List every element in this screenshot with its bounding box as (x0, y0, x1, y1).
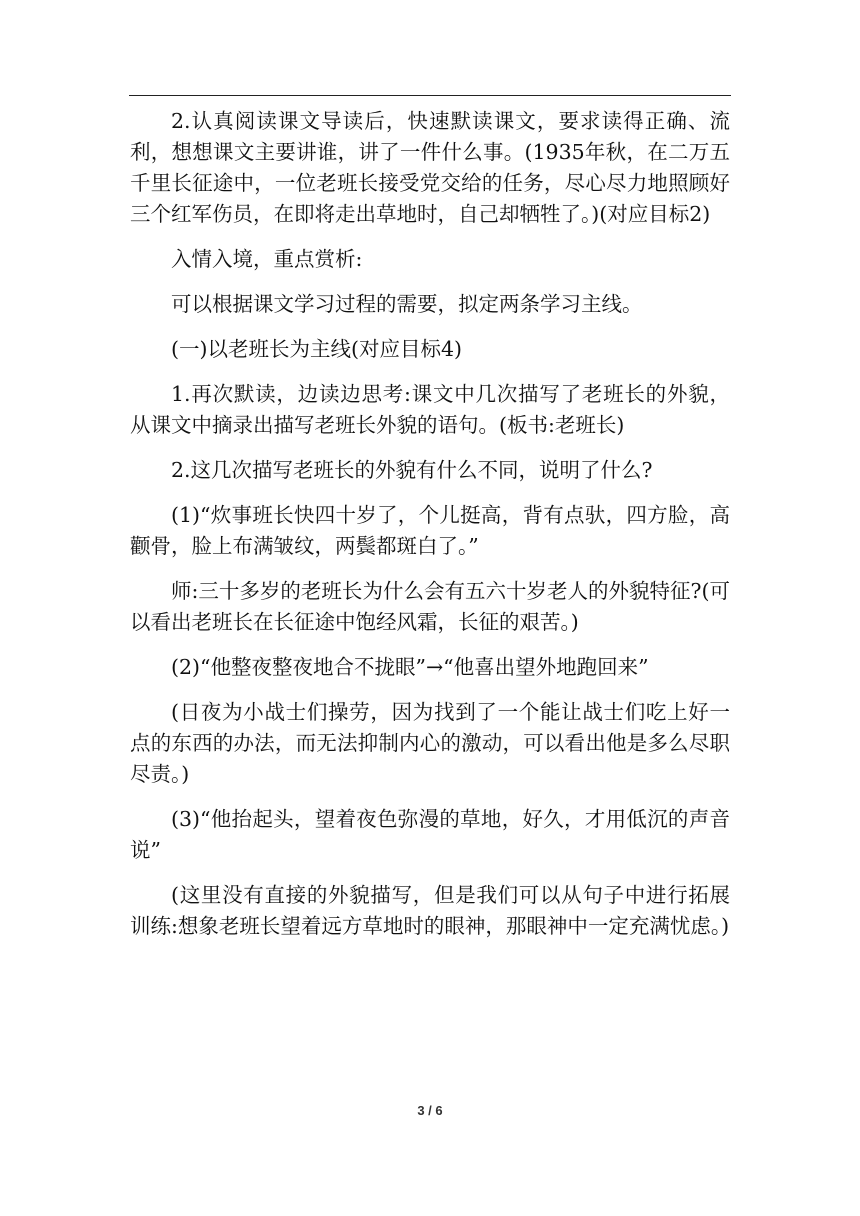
paragraph-quote-1: (1)“炊事班长快四十岁了，个儿挺高，背有点驮，四方脸，高颧骨，脸上布满皱纹，两鬓都斑白了。” (130, 503, 730, 558)
paragraph-teacher-note: 师:三十多岁的老班长为什么会有五六十岁老人的外貌特征?(可以看出老班长在长征途中饱经风霜，长征的艰苦。) (130, 579, 730, 634)
paragraph-mainline-heading: (一)以老班长为主线(对应目标4) (171, 337, 463, 361)
paragraph-reading-task: 2.认真阅读课文导读后，快速默读课文，要求读得正确、流利，想想课文主要讲谁，讲了一件什么事。(1935年秋，在二万五千里长征途中，一位老班长接受党交给的任务，尽心尽力地照顾好三个红军伤员，在即将走出草地时，自己却牺牲了。)(对应目标2) (130, 109, 730, 226)
paragraph-note-2: (日夜为小战士们操劳，因为找到了一个能让战士们吃上好一点的东西的办法，而无法抑制内心的激动，可以看出他是多么尽职尽责。) (130, 700, 730, 786)
paragraph-quote-3: (3)“他抬起头，望着夜色弥漫的草地，好久，才用低沉的声音说” (130, 807, 730, 862)
paragraph-task-2: 2.这几次描写老班长的外貌有什么不同，说明了什么? (171, 458, 653, 482)
page-number: 3 / 6 (417, 1103, 443, 1118)
paragraph-note-3: (这里没有直接的外貌描写，但是我们可以从句子中进行拓展训练:想象老班长望着远方草地时的眼神，那眼神中一定充满忧虑。) (130, 883, 730, 938)
header-rule (129, 95, 731, 96)
paragraph-section-intro: 入情入境，重点赏析: (171, 247, 363, 271)
paragraph-task-1: 1.再次默读，边读边思考:课文中几次描写了老班长的外貌，从课文中摘录出描写老班长外貌的语句。(板书:老班长) (130, 382, 730, 437)
paragraph-quote-2: (2)“他整夜整夜地合不拢眼”→“他喜出望外地跑回来” (171, 655, 649, 679)
paragraph-study-lines: 可以根据课文学习过程的需要，拟定两条学习主线。 (171, 292, 643, 316)
document-body (130, 106, 730, 956)
